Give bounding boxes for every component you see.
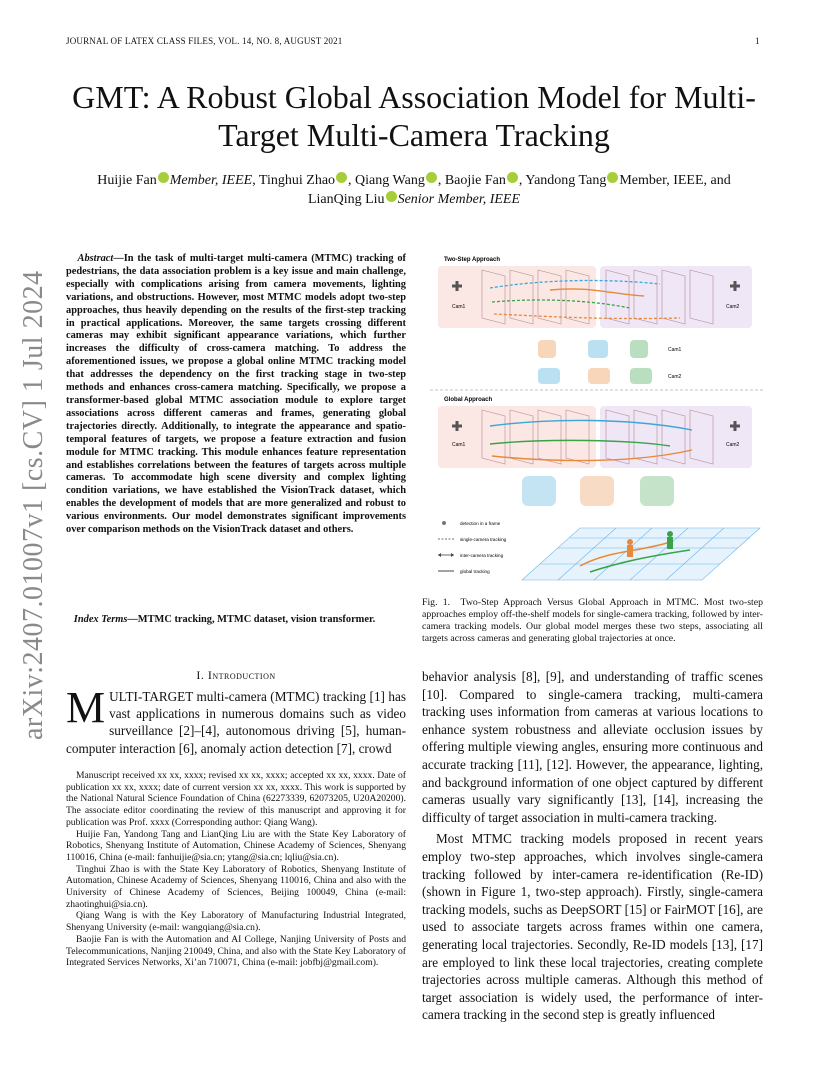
section-number: I. xyxy=(196,668,205,682)
orcid-icon[interactable] xyxy=(158,172,169,183)
caption-label: Fig. 1. xyxy=(422,597,451,608)
abstract-text: —In the task of multi-target multi-camera (MTMC) tracking of pedestrians, the data association problem is a key issue and main challenge, especially with complications arising from camera movements, lighting variations, and obstructions. However, most MTMC models adopt two-step approaches, thus heavily depending on the results of the first-step tracking in practical applications. Moreover, the same targets crossing different cameras may exhibit significant appearance variations, which further increases the difficulty of cross-camera matching. To address the aforementioned issues, we propose a global online MTMC tracking model that addresses the dependency on the first tracking stage in two-step methods and enhances cross-camera matching. Specifically, we propose a transformer-based global MTMC association module to explore target associations across different cameras and frames, generating global trajectories directly. Additionally, to integrate the appearance and spatio-temporal features of targets, we propose a feature extraction and fusion module for MTMC tracking. This module enhances feature representation and establishes correlations between the features of targets across multiple cameras. To accommodate high scene diversity and complex lighting condition variations, we have established the VisionTrack dataset, which enables the development of models that are more generalized and robust to various environments. Our model demonstrates significant improvements over comparison methods on the VisionTrack dataset and others. xyxy=(66,253,407,536)
section-title: Introduction xyxy=(207,668,276,682)
cam1-panel xyxy=(438,266,596,328)
footnote: Huijie Fan, Yandong Tang and LianQing Liu are with the State Key Laboratory of Robotics, Shenyang Institute of Automation, Chinese Academy of Sciences, Shenyang 110016, China (e-mail: fanhuijie@sia.cn; ytang@sia.cn; lqliu@sia.cn). xyxy=(66,828,406,863)
index-terms-label: Index Terms xyxy=(73,614,128,625)
ground-grid xyxy=(522,528,760,580)
author-name: , Baojie Fan xyxy=(437,173,506,188)
orcid-icon[interactable] xyxy=(507,172,518,183)
orcid-icon[interactable] xyxy=(336,172,347,183)
paper-title: GMT: A Robust Global Association Model for Multi-Target Multi-Camera Tracking xyxy=(72,79,756,153)
legend-single: single-camera tracking xyxy=(460,537,507,542)
legend-inter: inter-camera tracking xyxy=(460,553,504,558)
section-heading xyxy=(66,668,406,683)
intro-paragraph-left xyxy=(66,683,406,757)
orcid-icon[interactable] xyxy=(426,172,437,183)
cam1-label: Cam1 xyxy=(452,304,466,310)
author-list xyxy=(70,171,758,209)
footnote: Tinghui Zhao is with the State Key Laboratory of Robotics, Shenyang Institute of Automation, Chinese Academy of Sciences, Shenyang 110016, China and also with the University of Chinese Academy of Sciences, Beijing 100049, China (e-mail: zhaotinghui@sia.cn). xyxy=(66,863,406,910)
author-role: Member, IEEE, and xyxy=(619,173,731,188)
author-name: LianQing Liu xyxy=(307,192,385,207)
cam1-label: Cam1 xyxy=(452,442,466,448)
footnote: Qiang Wang is with the Key Laboratory of Manufacturing Industrial Integrated, Shenyang University (e-mail: wangqiang@sia.cn). xyxy=(66,910,406,934)
two-step-label: Two-Step Approach xyxy=(444,257,500,263)
global-label: Global Approach xyxy=(444,397,493,403)
figure-1 xyxy=(430,250,765,590)
index-terms-text: —MTMC tracking, MTMC dataset, vision transformer. xyxy=(127,614,376,625)
author-name: , Yandong Tang xyxy=(518,173,607,188)
tracklet-cluster xyxy=(522,476,674,506)
legend xyxy=(438,521,507,574)
caption-text: Two-Step Approach Versus Global Approach in MTMC. Most two-step approaches employ off-the-shelf models for single-camera tracking, followed by inter-camera tracking models. Our global model merges these two steps, associating all targets across cameras and generating global trajectories at once. xyxy=(422,597,763,644)
author-role: Senior Member, IEEE xyxy=(397,192,521,207)
running-header: JOURNAL OF LATEX CLASS FILES, VOL. 14, NO. 8, AUGUST 2021 xyxy=(66,36,343,46)
paragraph: behavior analysis [8], [9], and understanding of traffic scenes [10]. Compared to single-camera tracking, multi-camera tracking uses information from cameras at various locations to enhance system robustness and alleviate occlusion issues by offering multiple viewing angles, ensuring more continuous and accurate tracking [11], [12]. However, the appearance, lighting, and background information of one object captured by different cameras usually vary significantly [13], [14], increasing the difficulty of target association in multi-camera tracking. xyxy=(422,669,763,825)
intro-text: ULTI-TARGET multi-camera (MTMC) tracking [1] has vast applications in numerous domains such as video surveillance [2]–[4], autonomous driving [5], human-computer interaction [6], anomaly action detection [7], crowd xyxy=(66,689,406,756)
footnotes xyxy=(66,770,406,969)
orcid-icon[interactable] xyxy=(386,191,397,202)
index-terms xyxy=(66,614,406,627)
intro-paragraph-right xyxy=(422,668,763,1024)
orcid-icon[interactable] xyxy=(607,172,618,183)
cam2-label: Cam2 xyxy=(726,304,740,310)
arxiv-stamp: arXiv:2407.01007v1 [cs.CV] 1 Jul 2024 xyxy=(18,270,49,740)
cam1-label: Cam1 xyxy=(668,347,682,353)
footnote: Manuscript received xx xx, xxxx; revised xx xx, xxxx; accepted xx xx, xxxx. Date of publication xx xx, xxxx; date of current version xx xx, xxxx. This work is supported by the National Natural Science Foundation of China (62273339, 62073205, U20A20200). The associate editor coordinating the review of this manuscript and approving it for publication was Prof. xxxx (Corresponding author: Qiang Wang). xyxy=(66,770,406,828)
author-name: , Tinghui Zhao xyxy=(252,173,336,188)
author-name: Huijie Fan xyxy=(97,173,157,188)
cam2-label: Cam2 xyxy=(668,374,682,380)
abstract xyxy=(66,253,406,537)
paragraph: Most MTMC tracking models proposed in recent years employ two-step approaches, which involves single-camera tracking followed by inter-camera re-identification (Re-ID) (shown in Figure 1, two-step approach). Firstly, single-camera tracking models, suchs as DeepSORT [15] or FairMOT [16], are used to associate targets across frames within one camera, generating local trajectories. Secondly, Re-ID models [13], [17] are employed to link these local trajectories, creating complete trajectories across multiple cameras. Although this method of target association is widely used, the performance of inter-camera tracking in the second step is greatly influenced xyxy=(422,831,763,1023)
dropcap: M xyxy=(66,683,106,732)
author-role: Member, IEEE xyxy=(169,173,253,188)
footnote: Baojie Fan is with the Automation and AI College, Nanjing University of Posts and Telecommunications, Nanjing 210049, China, and also with the State Key Laboratory of Integrated Services Networks, Xi’an 710071, China (e-mail: jobfbj@gmail.com). xyxy=(66,933,406,969)
page-number: 1 xyxy=(755,36,760,46)
abstract-label: Abstract xyxy=(77,253,114,264)
legend-global: global tracking xyxy=(460,569,490,574)
tracklet-cluster xyxy=(538,340,652,384)
figure-caption xyxy=(422,597,763,645)
legend-detection: detection in a frame xyxy=(460,521,501,526)
author-name: , Qiang Wang xyxy=(348,173,425,188)
cam2-label: Cam2 xyxy=(726,442,740,448)
